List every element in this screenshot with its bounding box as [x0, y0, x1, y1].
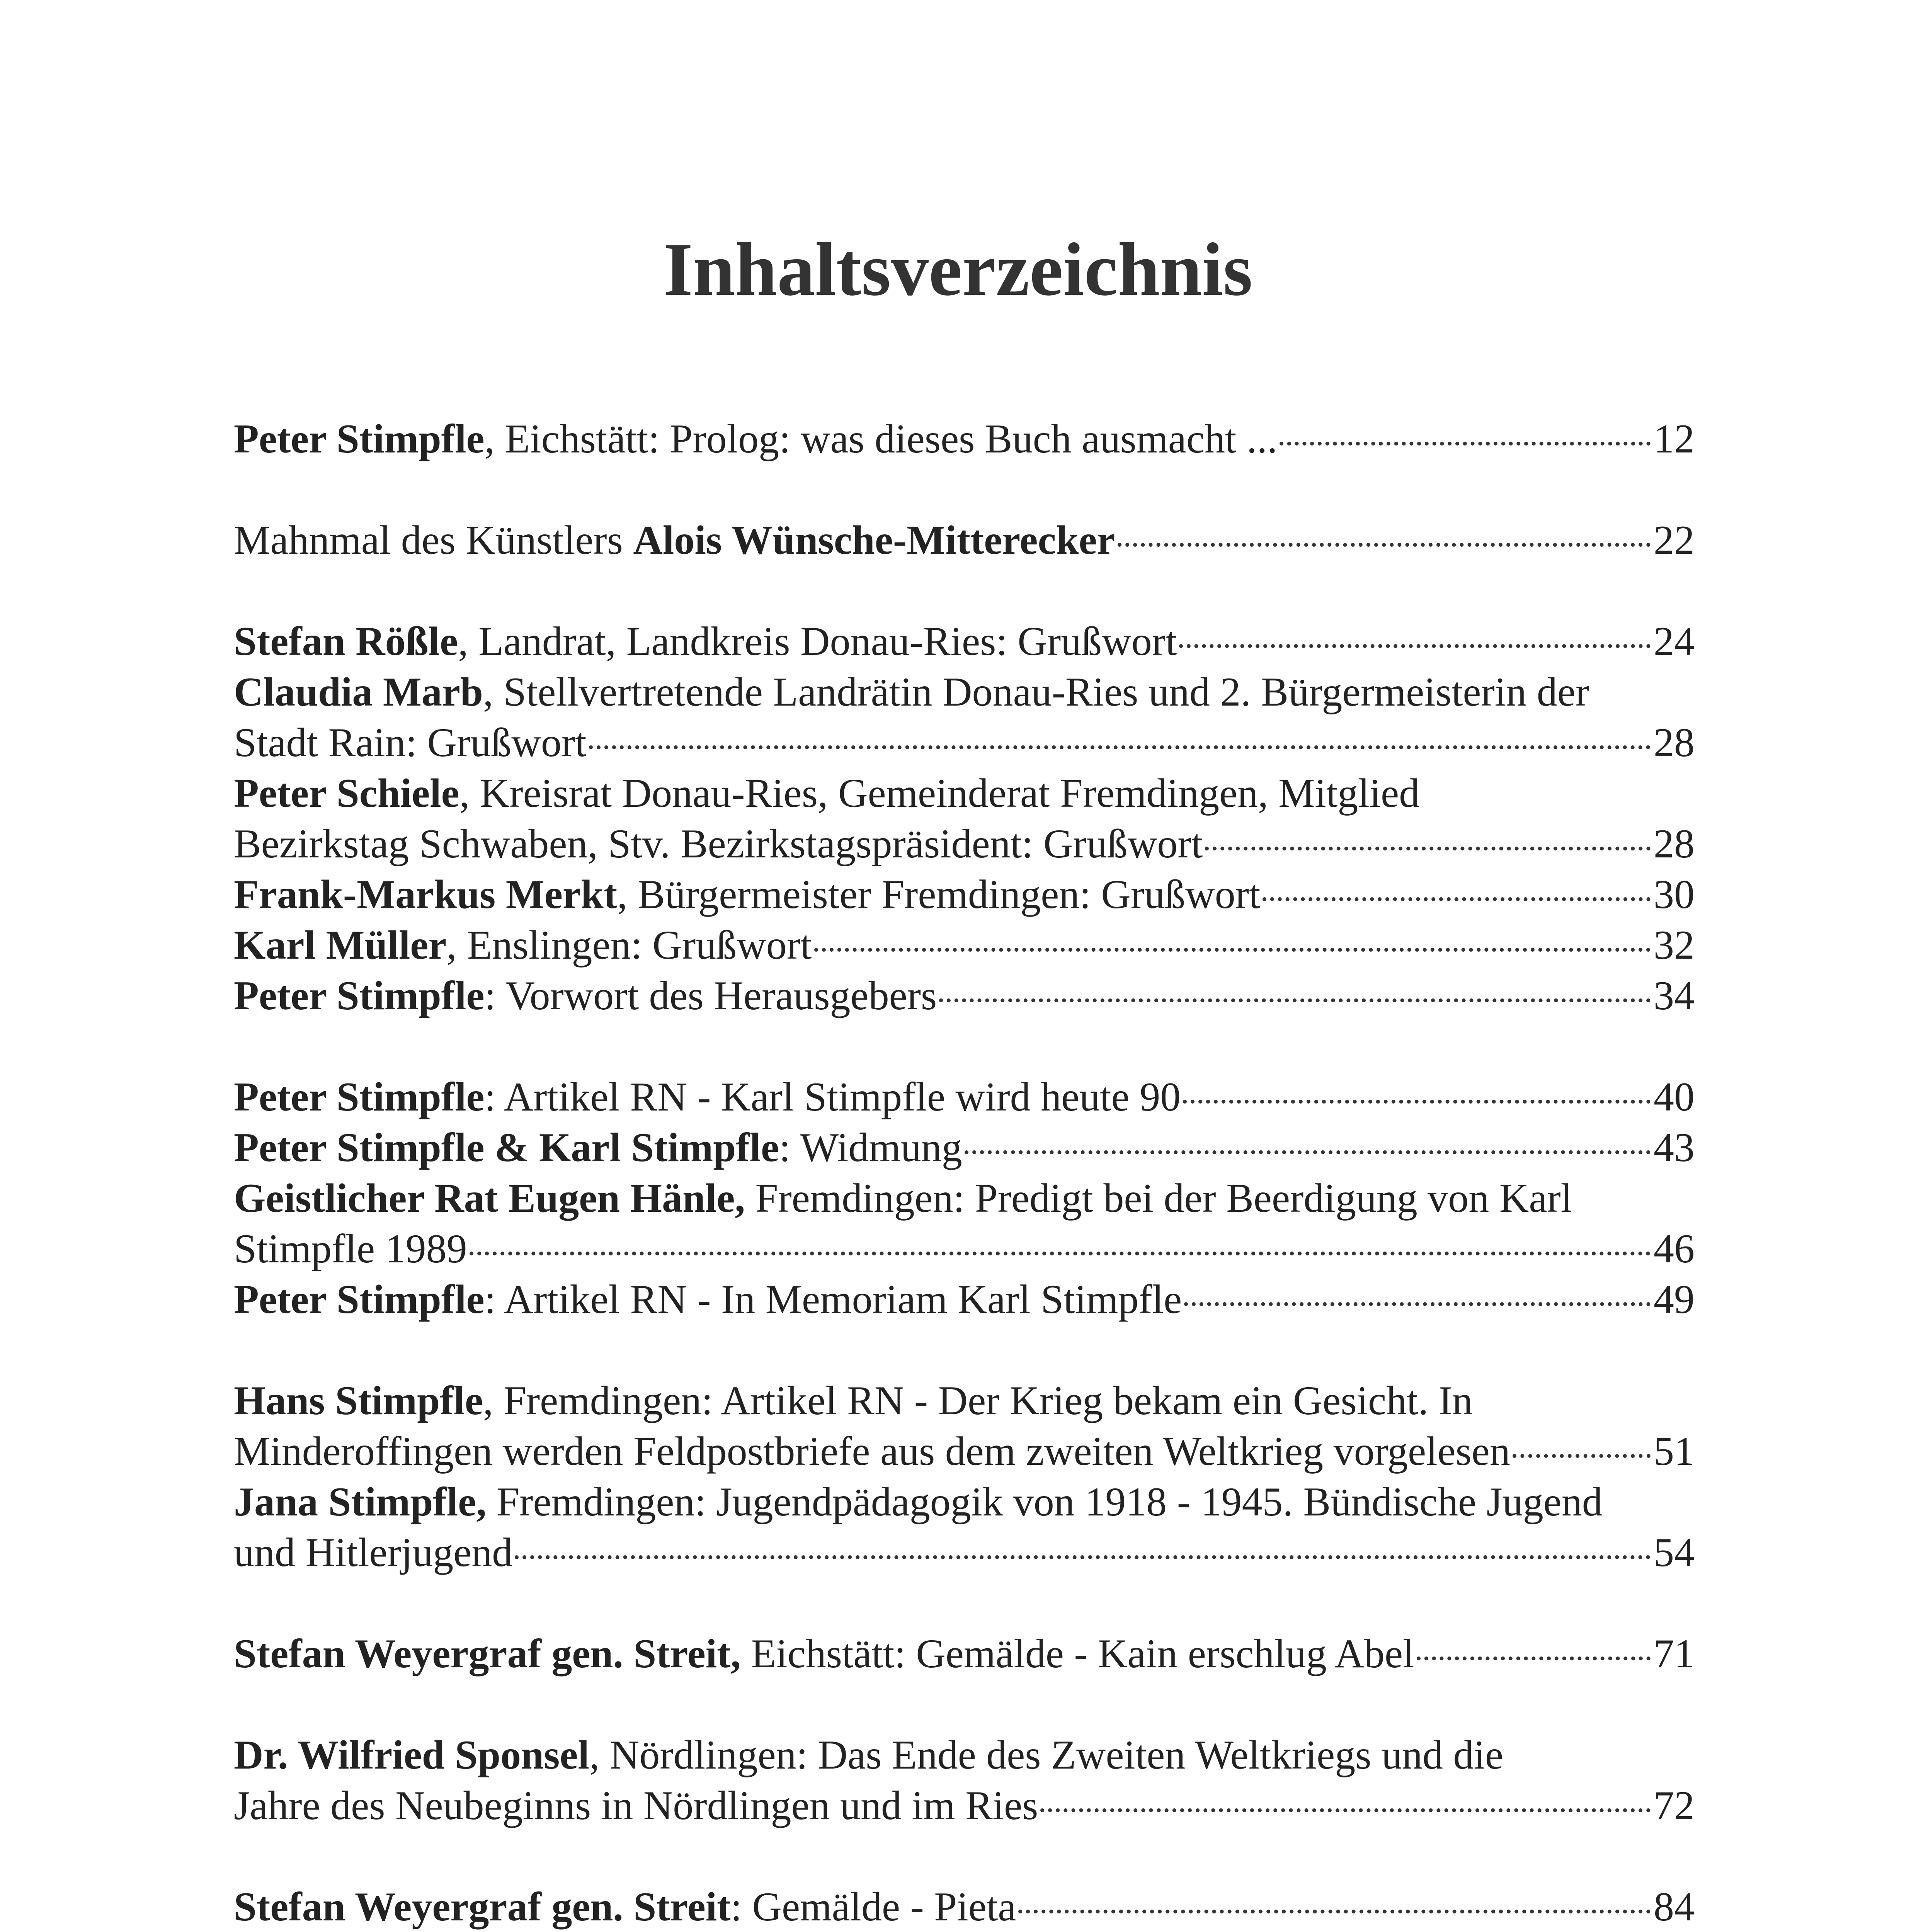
- dot-leader: [1183, 1100, 1651, 1104]
- toc-line: [234, 1173, 1695, 1223]
- entry-author: Peter Stimpfle & Karl Stimpfle: [234, 1125, 779, 1170]
- toc-line: [234, 1122, 1695, 1173]
- entry-title: Fremdingen: Jugendpädagogik von 1918 - 1945. Bündische Jugend: [486, 1479, 1603, 1524]
- entry-title: : Vorwort des Herausgebers: [484, 973, 937, 1018]
- toc-line: [234, 1071, 1695, 1122]
- entry-author: Peter Stimpfle: [234, 1277, 485, 1322]
- toc-group: [234, 1730, 1695, 1831]
- toc-entry: [234, 667, 1695, 768]
- toc-group: [234, 616, 1695, 1021]
- toc-line-text: [234, 1274, 1182, 1325]
- entry-title: , Landrat, Landkreis Donau-Ries: Grußwort: [458, 619, 1177, 664]
- entry-author: Hans Stimpfle: [234, 1378, 483, 1423]
- toc-line-text: [234, 1476, 1603, 1527]
- entry-author: Claudia Marb: [234, 669, 483, 714]
- toc-line-text: [234, 1223, 467, 1274]
- dot-leader: [1118, 543, 1651, 547]
- entry-author: Alois Wünsche-Mitterecker: [633, 517, 1115, 563]
- entry-page-number: 30: [1654, 872, 1695, 917]
- toc-line-text: [234, 920, 812, 970]
- toc-line: [234, 667, 1695, 717]
- toc-line: [234, 920, 1695, 970]
- toc-line: [234, 515, 1695, 565]
- entry-title: Fremdingen: Predigt bei der Beerdigung von Karl: [745, 1175, 1572, 1221]
- toc-line-text: [234, 1375, 1473, 1426]
- entry-page-number: 32: [1654, 922, 1695, 968]
- entry-title: : Artikel RN - In Memoriam Karl Stimpfle: [484, 1277, 1182, 1322]
- toc-line: [234, 1780, 1695, 1831]
- entry-title: Bezirkstag Schwaben, Stv. Bezirkstagspräsident: Grußwort: [234, 821, 1203, 866]
- dot-leader: [1280, 442, 1651, 446]
- dot-leader: [814, 948, 1651, 952]
- toc-entry: [234, 970, 1695, 1021]
- dot-leader: [965, 1150, 1651, 1154]
- toc-line-text: [234, 515, 1115, 565]
- toc-entry: [234, 869, 1695, 920]
- dot-leader: [1205, 847, 1651, 850]
- entry-author: Dr. Wilfried Sponsel: [234, 1732, 589, 1777]
- entry-page-number: 28: [1654, 821, 1695, 866]
- toc-line-text: [234, 1780, 1038, 1831]
- toc-line-text: [234, 869, 1260, 920]
- entry-title: Stimpfle 1989: [234, 1226, 467, 1271]
- entry-title: , Nördlingen: Das Ende des Zweiten Weltkriegs und die: [589, 1732, 1503, 1777]
- entry-title: , Fremdingen: Artikel RN - Der Krieg bekam ein Gesicht. In: [483, 1378, 1473, 1423]
- dot-leader: [1179, 644, 1651, 648]
- dot-leader: [1513, 1454, 1651, 1458]
- toc-entry: [234, 1071, 1695, 1122]
- entry-author: Stefan Weyergraf gen. Streit,: [234, 1631, 741, 1676]
- entry-author: Geistlicher Rat Eugen Hänle,: [234, 1175, 745, 1221]
- toc-line: [234, 970, 1695, 1021]
- toc-line-text: [234, 1426, 1510, 1476]
- entry-author: Peter Stimpfle: [234, 1074, 485, 1119]
- toc-line-text: [234, 413, 1277, 464]
- toc-entry: [234, 1173, 1695, 1274]
- entry-author: Peter Schiele: [234, 770, 459, 816]
- toc-line-text: [234, 818, 1203, 869]
- toc-line-text: [234, 1071, 1181, 1122]
- page-title: Inhaltsverzeichnis: [663, 228, 1253, 311]
- dot-leader: [589, 745, 1651, 749]
- entry-page-number: 28: [1654, 720, 1695, 765]
- toc-line: [234, 1476, 1695, 1527]
- entry-page-number: 43: [1654, 1125, 1695, 1170]
- entry-page-number: 72: [1654, 1783, 1695, 1828]
- toc-entry: [234, 1476, 1695, 1578]
- toc-entry: [234, 616, 1695, 667]
- entry-author: Peter Stimpfle: [234, 416, 485, 461]
- entry-title: Minderoffingen werden Feldpostbriefe aus dem zweiten Weltkrieg vorgelesen: [234, 1429, 1510, 1474]
- toc-group: [234, 515, 1695, 565]
- toc-entry: [234, 768, 1695, 869]
- toc-line-text: [234, 970, 937, 1021]
- entry-author: Karl Müller: [234, 922, 447, 968]
- toc-entry: [234, 920, 1695, 970]
- toc-entry: [234, 1122, 1695, 1173]
- toc-group: [234, 1628, 1695, 1679]
- entry-author: Stefan Rößle: [234, 619, 458, 664]
- toc-line-text: [234, 717, 587, 768]
- toc-line: [234, 717, 1695, 768]
- entry-page-number: 34: [1654, 973, 1695, 1018]
- toc-entry: [234, 1730, 1695, 1831]
- entry-title: und Hitlerjugend: [234, 1530, 513, 1575]
- toc-group: [234, 413, 1695, 464]
- entry-page-number: 40: [1654, 1074, 1695, 1119]
- entry-author: Frank-Markus Merkt: [234, 872, 618, 917]
- dot-leader: [1263, 897, 1651, 901]
- entry-page-number: 46: [1654, 1226, 1695, 1271]
- dot-leader: [1184, 1302, 1651, 1306]
- toc-group: [234, 1375, 1695, 1578]
- entry-title: : Widmung: [779, 1125, 962, 1170]
- toc-group: [234, 1881, 1695, 1932]
- entry-title: : Artikel RN - Karl Stimpfle wird heute 90: [484, 1074, 1181, 1119]
- entry-title: , Enslingen: Grußwort: [446, 922, 812, 968]
- toc-line: [234, 1881, 1695, 1932]
- toc-line: [234, 616, 1695, 667]
- toc-line: [234, 869, 1695, 920]
- toc-entry: [234, 1881, 1695, 1932]
- toc-entry: [234, 1628, 1695, 1679]
- dot-leader: [1018, 1910, 1651, 1913]
- toc-line-text: [234, 1173, 1572, 1223]
- entry-page-number: 49: [1654, 1277, 1695, 1322]
- entry-page-number: 22: [1654, 517, 1695, 563]
- toc-line: [234, 1274, 1695, 1325]
- entry-page-number: 84: [1654, 1884, 1695, 1929]
- entry-title: , Eichstätt: Prolog: was dieses Buch ausmacht ...: [484, 416, 1278, 461]
- entry-author: Jana Stimpfle,: [234, 1479, 487, 1524]
- entry-page-number: 24: [1654, 619, 1695, 664]
- toc-line: [234, 1527, 1695, 1578]
- toc-line-text: [234, 1730, 1503, 1780]
- entry-title: , Bürgermeister Fremdingen: Grußwort: [617, 872, 1261, 917]
- entry-page-number: 51: [1654, 1429, 1695, 1474]
- entry-title: : Gemälde - Pieta: [730, 1884, 1016, 1929]
- dot-leader: [939, 998, 1651, 1002]
- toc-line-text: [234, 768, 1419, 818]
- toc-line: [234, 413, 1695, 464]
- toc-entry: [234, 1375, 1695, 1476]
- toc-line-text: [234, 1628, 1414, 1679]
- toc-line: [234, 1223, 1695, 1274]
- entry-title: Stadt Rain: Grußwort: [234, 720, 587, 765]
- toc-line-text: [234, 667, 1589, 717]
- toc-line: [234, 818, 1695, 869]
- toc-line-text: [234, 1122, 962, 1173]
- entry-page-number: 12: [1654, 416, 1695, 461]
- dot-leader: [470, 1252, 1651, 1255]
- entry-author: Peter Stimpfle: [234, 973, 485, 1018]
- dot-leader: [1040, 1808, 1651, 1812]
- toc-entry: [234, 413, 1695, 464]
- entry-title: Jahre des Neubeginns in Nördlingen und im Ries: [234, 1783, 1038, 1828]
- dot-leader: [1417, 1656, 1651, 1660]
- toc-line-text: [234, 616, 1177, 667]
- entry-author: Stefan Weyergraf gen. Streit: [234, 1884, 731, 1929]
- toc-line: [234, 1426, 1695, 1476]
- toc-group: [234, 1071, 1695, 1325]
- toc-entry: [234, 515, 1695, 565]
- toc-line: [234, 1730, 1695, 1780]
- toc-entry: [234, 1274, 1695, 1325]
- entry-page-number: 54: [1654, 1530, 1695, 1575]
- table-of-contents: [234, 413, 1695, 1932]
- toc-line-text: [234, 1527, 512, 1578]
- entry-title: Eichstätt: Gemälde - Kain erschlug Abel: [740, 1631, 1414, 1676]
- toc-line: [234, 1375, 1695, 1426]
- entry-title: , Stellvertretende Landrätin Donau-Ries und 2. Bürgermeisterin der: [483, 669, 1589, 714]
- entry-page-number: 71: [1654, 1631, 1695, 1676]
- toc-line-text: [234, 1881, 1016, 1932]
- toc-line: [234, 1628, 1695, 1679]
- toc-line: [234, 768, 1695, 818]
- dot-leader: [515, 1555, 1651, 1559]
- entry-prefix: Mahnmal des Künstlers: [234, 517, 633, 563]
- entry-title: , Kreisrat Donau-Ries, Gemeinderat Fremdingen, Mitglied: [459, 770, 1420, 816]
